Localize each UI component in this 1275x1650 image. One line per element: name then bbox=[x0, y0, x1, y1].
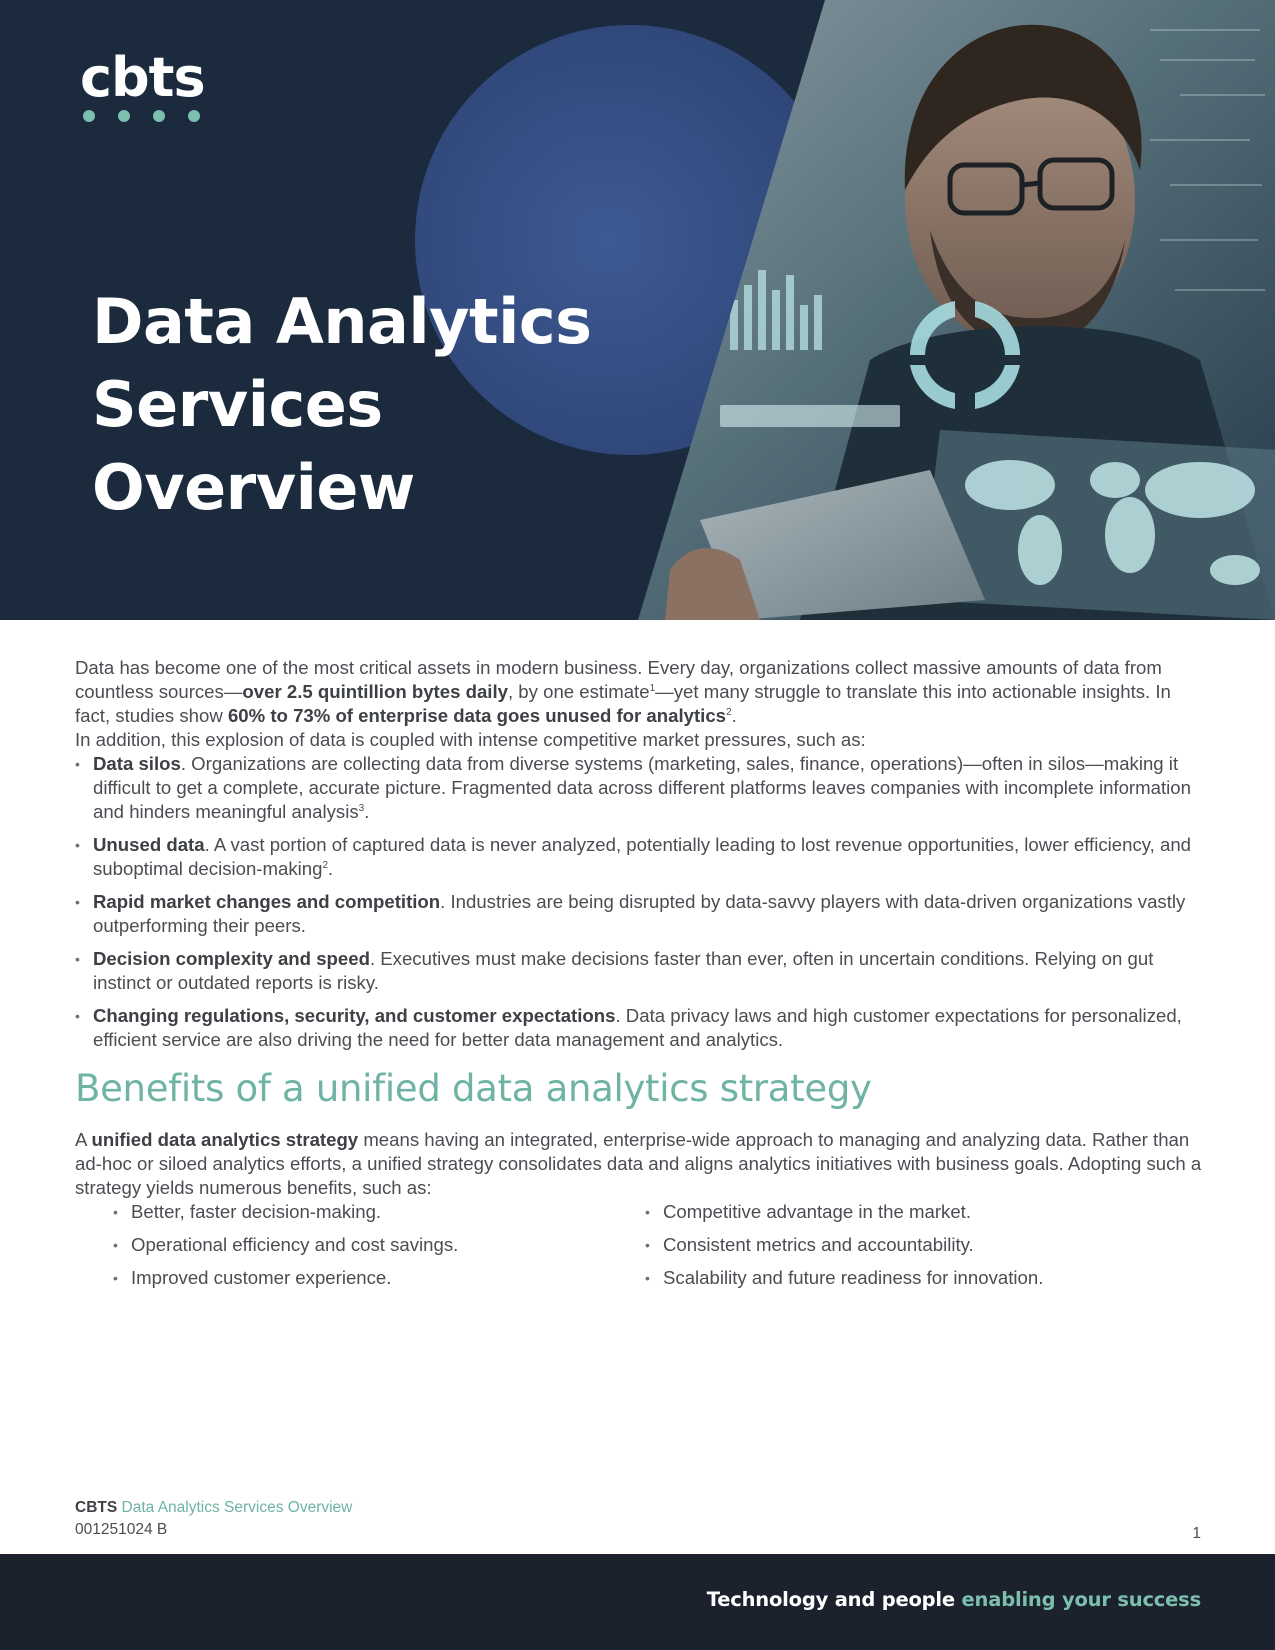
benefits-list-right bbox=[645, 1200, 1043, 1299]
main-content bbox=[75, 656, 1205, 1299]
tagline bbox=[707, 1588, 1201, 1611]
cbts-logo bbox=[80, 46, 210, 122]
item-title: Changing regulations, security, and customer expectations bbox=[93, 1005, 616, 1026]
logo-dot bbox=[188, 110, 200, 122]
list-item bbox=[75, 947, 1205, 995]
intro-paragraph bbox=[75, 656, 1205, 728]
footnote-ref: 2 bbox=[322, 859, 328, 871]
logo-dot bbox=[153, 110, 165, 122]
list-item: • Competitive advantage in the market. bbox=[645, 1200, 1043, 1224]
item-text: . Data privacy laws and high customer expectations for personalized, efficient service are also driving the need for better data management and analytics. bbox=[93, 1005, 1182, 1050]
footnote-ref: 1 bbox=[649, 682, 656, 694]
item-text: . bbox=[364, 801, 370, 822]
list-item: • Operational efficiency and cost savings. bbox=[113, 1233, 645, 1257]
hero-banner bbox=[0, 0, 1275, 620]
intro-text: , by one estimate bbox=[507, 681, 650, 702]
item-title: Data silos bbox=[93, 753, 181, 774]
list-item: • Improved customer experience. bbox=[113, 1266, 645, 1290]
list-item: • Scalability and future readiness for innovation. bbox=[645, 1266, 1043, 1290]
item-text: . bbox=[328, 858, 334, 879]
list-item bbox=[75, 1004, 1205, 1052]
tagline-main: Technology and people bbox=[706, 1588, 955, 1611]
page-title bbox=[92, 280, 652, 529]
title-line: Overview bbox=[92, 451, 415, 524]
benefits-list-left bbox=[75, 1200, 645, 1299]
pressures-list bbox=[75, 752, 1205, 1052]
logo-dot bbox=[83, 110, 95, 122]
benefits-text: A bbox=[75, 1129, 92, 1150]
page-number: 1 bbox=[1192, 1525, 1201, 1542]
logo-dot bbox=[118, 110, 130, 122]
pressures-intro: In addition, this explosion of data is coupled with intense competitive market pressures, such as: bbox=[75, 729, 866, 750]
intro-text: —yet many struggle to translate this into actionable insights. In fact, studies show bbox=[75, 681, 1171, 726]
benefits-columns bbox=[75, 1200, 1205, 1299]
item-title: Rapid market changes and competition bbox=[93, 891, 441, 912]
list-item bbox=[75, 752, 1205, 824]
footer-brand: CBTS bbox=[75, 1499, 118, 1516]
benefits-text: means having an integrated, enterprise-wide approach to managing and analyzing data. Rather than ad-hoc or siloed analytics efforts, a unified strategy consolidates data and aligns analytics initiatives with business goals. Adopting such a strategy yields numerous benefits, such as: bbox=[75, 1129, 1202, 1198]
item-text: . Organizations are collecting data from diverse systems (marketing, sales, finance, operations)—often in silos—making it difficult to get a complete, accurate picture. Fragmented data across different platforms leaves companies with incomplete information and hinders meaningful analysis bbox=[93, 753, 1191, 822]
footer-meta bbox=[75, 1497, 352, 1541]
intro-highlight: over 2.5 quintillion bytes daily bbox=[242, 681, 508, 702]
footer-band bbox=[0, 1554, 1275, 1650]
list-item bbox=[75, 833, 1205, 881]
benefits-highlight: unified data analytics strategy bbox=[91, 1129, 359, 1150]
item-text: . Executives must make decisions faster than ever, often in uncertain conditions. Relying on gut instinct or outdated reports is risky. bbox=[93, 948, 1154, 993]
footer-doc-line bbox=[75, 1497, 352, 1519]
intro-highlight: 60% to 73% of enterprise data goes unused for analytics bbox=[227, 705, 727, 726]
list-item: • Better, faster decision-making. bbox=[113, 1200, 645, 1224]
item-text: . Industries are being disrupted by data-savvy players with data-driven organizations vastly outperforming their peers. bbox=[93, 891, 1186, 936]
tagline-accent: enabling your success bbox=[961, 1588, 1201, 1611]
footnote-ref: 3 bbox=[358, 802, 365, 814]
item-text: . A vast portion of captured data is never analyzed, potentially leading to lost revenue opportunities, lower efficiency, and suboptimal decision-making bbox=[93, 834, 1192, 879]
item-title: Decision complexity and speed bbox=[93, 948, 370, 969]
logo-dots bbox=[83, 110, 210, 122]
footnote-ref: 2 bbox=[726, 706, 732, 718]
title-line: Services bbox=[92, 368, 383, 441]
footer-doc-title: Data Analytics Services Overview bbox=[121, 1499, 353, 1516]
title-line: Data Analytics bbox=[92, 285, 592, 358]
intro-text: Data has become one of the most critical assets in modern business. Every day, organizations collect massive amounts of data from countless sources— bbox=[75, 657, 1162, 702]
footer-doc-code: 001251024 B bbox=[75, 1521, 168, 1538]
intro-text: . bbox=[731, 705, 737, 726]
list-item bbox=[75, 890, 1205, 938]
item-title: Unused data bbox=[93, 834, 205, 855]
logo-wordmark: cbts bbox=[80, 46, 205, 109]
benefits-intro bbox=[75, 1128, 1205, 1200]
section-heading: Benefits of a unified data analytics strategy bbox=[75, 1067, 872, 1110]
list-item: • Consistent metrics and accountability. bbox=[645, 1233, 1043, 1257]
